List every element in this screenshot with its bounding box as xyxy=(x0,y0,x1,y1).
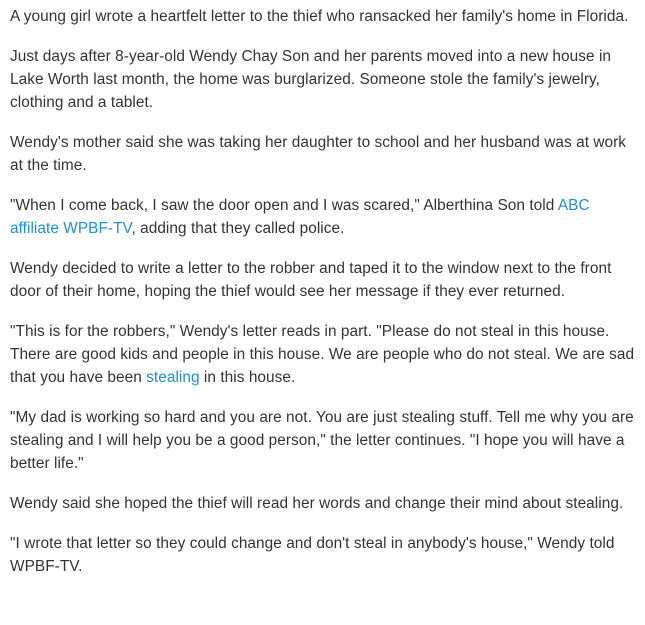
stealing-link[interactable]: stealing xyxy=(146,369,200,386)
paragraph-quote-mother xyxy=(10,194,639,240)
paragraph-burglary: Just days after 8-year-old Wendy Chay Son and her parents moved into a new house in Lake Worth last month, the home was burglarized. Someone stole the family's jewelry, clothing and a tablet. xyxy=(10,48,612,111)
paragraph-hope: Wendy said she hoped the thief will read her words and change their mind about stealing. xyxy=(10,495,624,512)
paragraph-letter-quote-2: "My dad is working so hard and you are not. You are just stealing stuff. Tell me why you are stealing and I will help you be a good person," the letter continues. "I hope you will have a better life." xyxy=(10,409,634,472)
paragraph-letter-quote-1 xyxy=(10,320,639,389)
paragraph-closing-quote: "I wrote that letter so they could change and don't steal in anybody's house," Wendy told WPBF-TV. xyxy=(10,535,615,575)
paragraph-letter-decision: Wendy decided to write a letter to the robber and taped it to the window next to the front door of their home, hoping the thief would see her message if they ever returned. xyxy=(10,260,612,300)
paragraph-text: in this house. xyxy=(199,369,296,386)
paragraph-text: "When I come back, I saw the door open and I was scared," Alberthina Son told xyxy=(10,197,558,214)
paragraph-mother: Wendy's mother said she was taking her daughter to school and her husband was at work at the time. xyxy=(10,134,627,174)
paragraph-text: "This is for the robbers," Wendy's letter reads in part. "Please do not steal in this house. There are good kids and people in this house. We are people who do not steal. We are sad that you have been xyxy=(10,323,635,386)
abc-affiliate-link[interactable]: ABC affiliate WPBF-TV xyxy=(10,197,590,237)
paragraph-intro: A young girl wrote a heartfelt letter to the thief who ransacked her family's home in Florida. xyxy=(10,8,629,25)
paragraph-text: , adding that they called police. xyxy=(131,220,345,237)
